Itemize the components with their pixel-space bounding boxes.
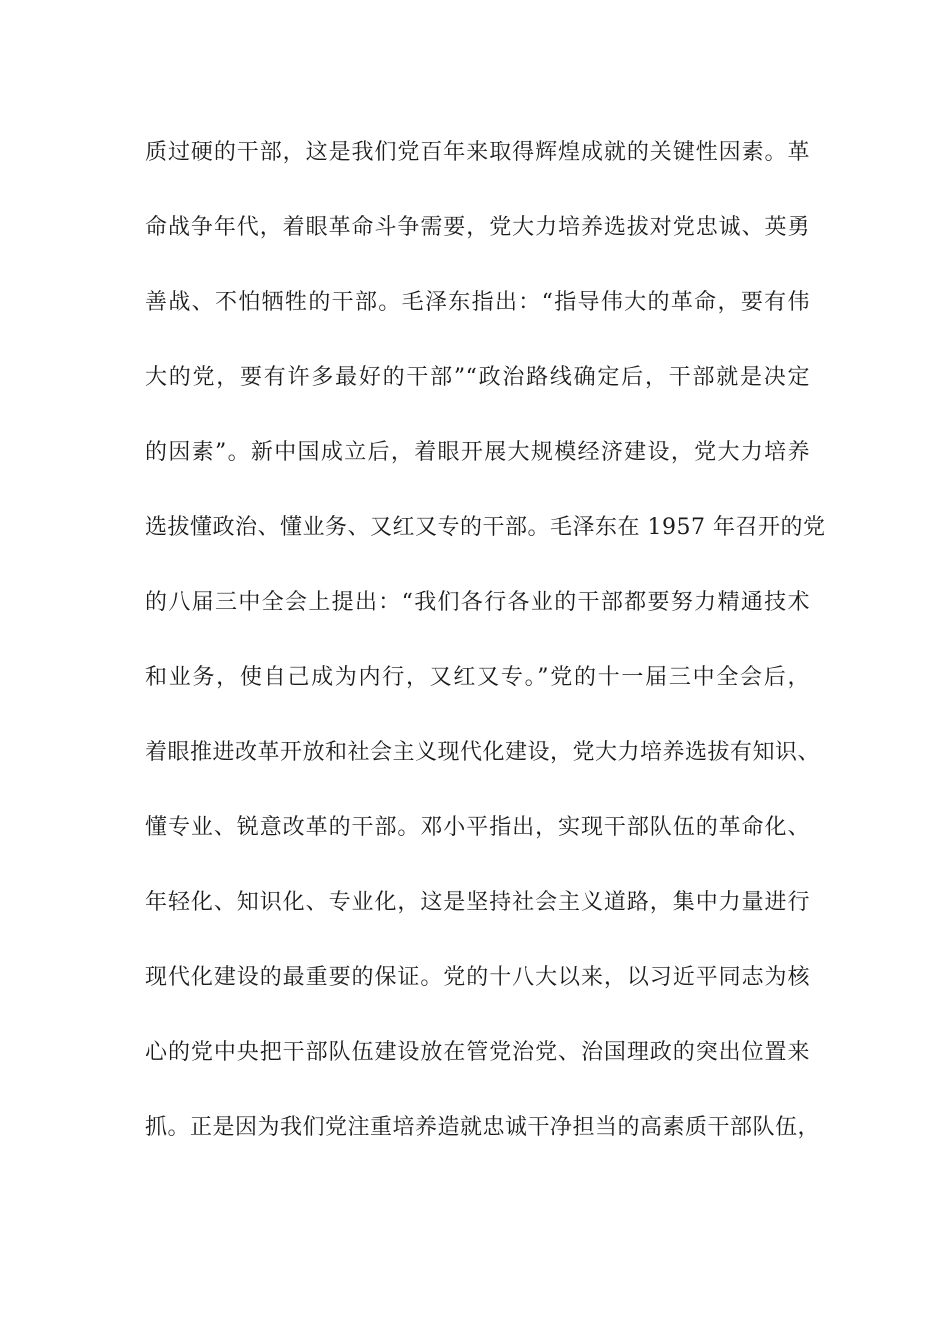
text-line: 质过硬的干部，这是我们党百年来取得辉煌成就的关键性因素。革 bbox=[145, 140, 810, 165]
text-line: 命战争年代，着眼革命斗争需要，党大力培养选拔对党忠诚、英勇 bbox=[145, 215, 810, 240]
text-line: 选拔懂政治、懂业务、又红又专的干部。毛泽东在 1957 年召开的党 bbox=[145, 515, 826, 540]
text-line: 抓。正是因为我们党注重培养造就忠诚干净担当的高素质干部队伍， bbox=[145, 1115, 821, 1140]
text-line: 的八届三中全会上提出：“我们各行各业的干部都要努力精通技术 bbox=[145, 590, 810, 615]
text-line: 的因素”。新中国成立后，着眼开展大规模经济建设，党大力培养 bbox=[145, 440, 810, 465]
text-line: 懂专业、锐意改革的干部。邓小平指出，实现干部队伍的革命化、 bbox=[145, 815, 810, 840]
body-text bbox=[145, 130, 826, 1180]
text-line: 善战、不怕牺牲的干部。毛泽东指出：“指导伟大的革命，要有伟 bbox=[145, 290, 810, 315]
text-line: 着眼推进改革开放和社会主义现代化建设，党大力培养选拔有知识、 bbox=[145, 740, 821, 765]
text-line: 现代化建设的最重要的保证。党的十八大以来，以习近平同志为核 bbox=[145, 965, 810, 990]
text-line: 年轻化、知识化、专业化，这是坚持社会主义道路，集中力量进行 bbox=[145, 890, 810, 915]
text-line: 大的党，要有许多最好的干部”“政治路线确定后，干部就是决定 bbox=[145, 365, 810, 390]
text-line: 和业务，使自己成为内行，又红又专。”党的十一届三中全会后， bbox=[145, 665, 810, 690]
text-line: 心的党中央把干部队伍建设放在管党治党、治国理政的突出位置来 bbox=[145, 1040, 810, 1065]
